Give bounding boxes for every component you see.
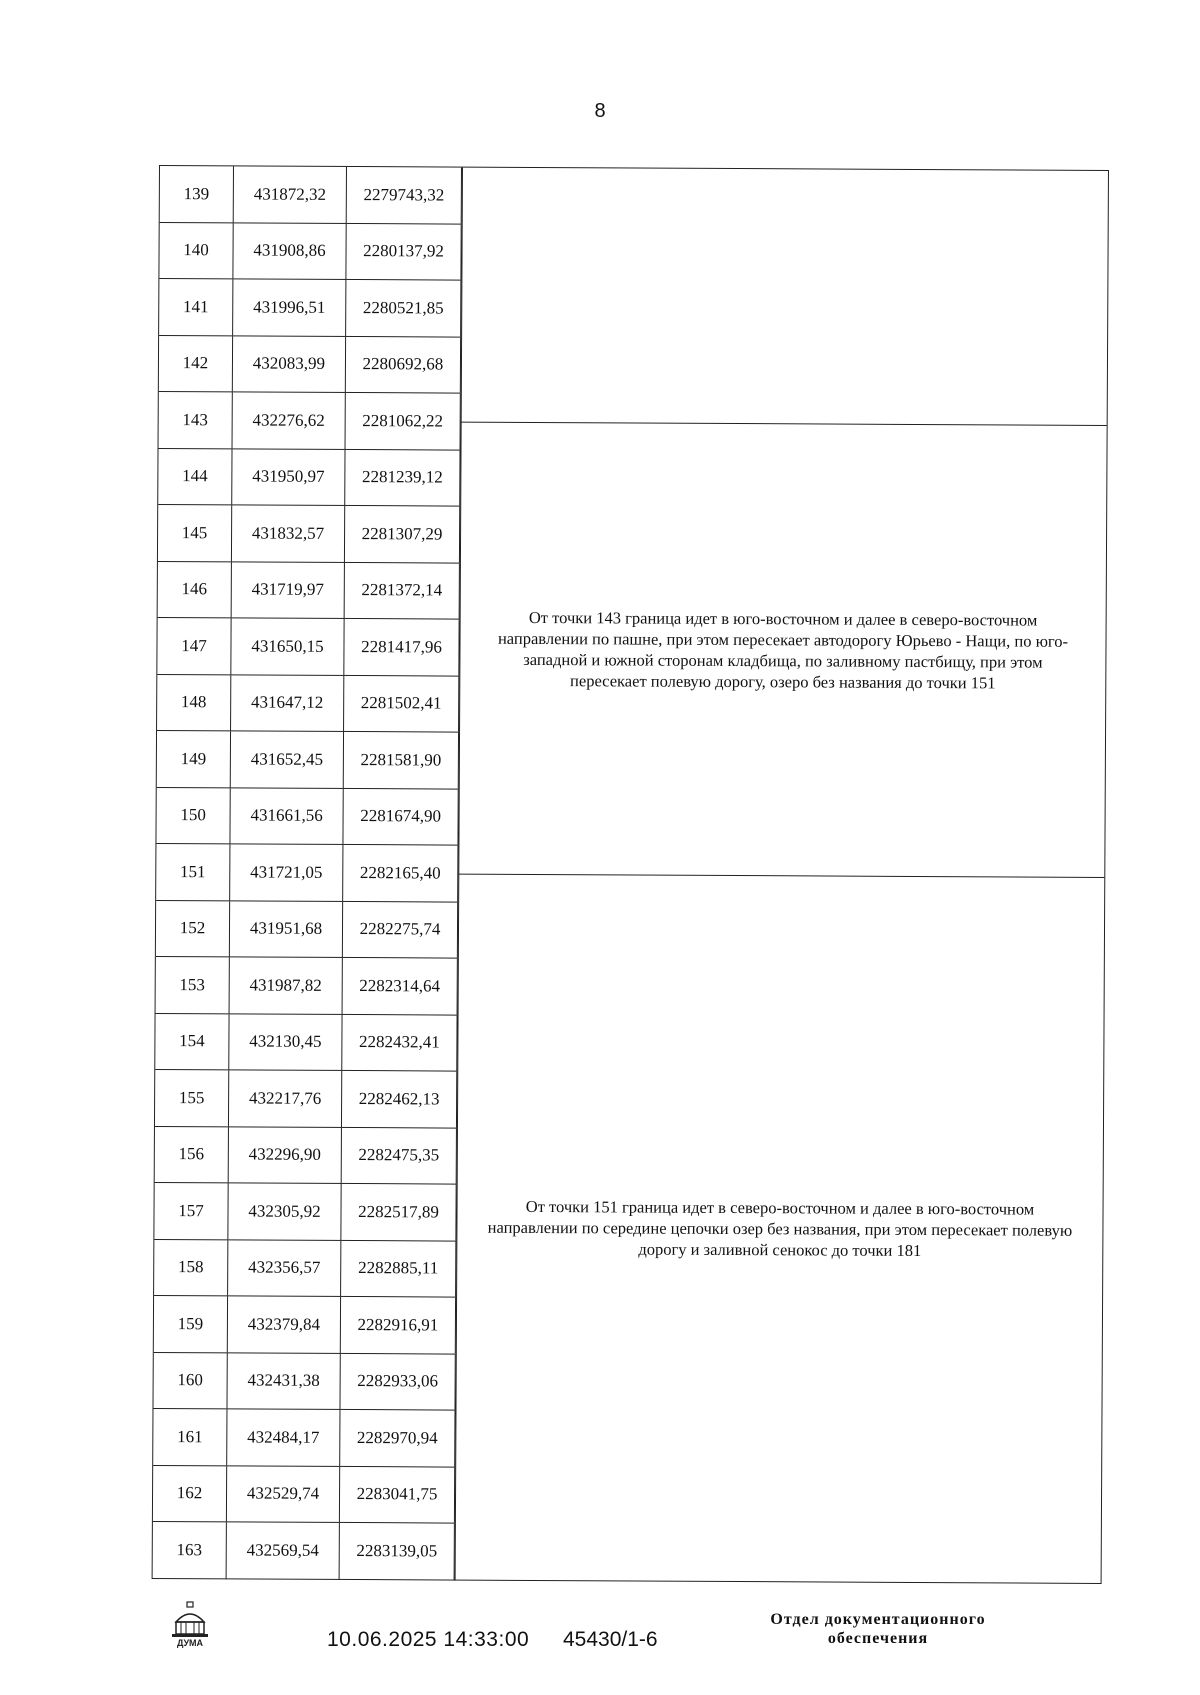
y-coordinate-cell: 2281307,29	[345, 506, 460, 562]
table-row	[153, 1409, 455, 1467]
y-coordinate-cell: 2281417,96	[344, 619, 459, 675]
x-coordinate-cell: 431908,86	[233, 223, 346, 279]
x-coordinate-cell: 432296,90	[229, 1127, 342, 1183]
table-row	[154, 1183, 456, 1241]
table-row	[154, 1239, 456, 1297]
point-number-cell: 146	[158, 561, 232, 617]
point-number-cell: 151	[156, 844, 230, 900]
coordinates-table	[152, 165, 1109, 1584]
description-cell-1	[461, 168, 1108, 426]
point-number-cell: 161	[153, 1409, 227, 1465]
y-coordinate-cell: 2282475,35	[342, 1127, 457, 1183]
table-row	[159, 336, 461, 394]
table-row	[159, 279, 461, 337]
description-cell-3	[455, 874, 1105, 1584]
y-coordinate-cell: 2282432,41	[342, 1014, 457, 1070]
point-number-cell: 148	[157, 674, 231, 730]
x-coordinate-cell: 432305,92	[228, 1183, 341, 1239]
y-coordinate-cell: 2281674,90	[343, 788, 458, 844]
y-coordinate-cell: 2280521,85	[346, 280, 461, 336]
table-row	[155, 1013, 457, 1071]
x-coordinate-cell: 432276,62	[233, 392, 346, 448]
y-coordinate-cell: 2282885,11	[341, 1240, 456, 1296]
table-row	[156, 787, 458, 845]
table-row	[157, 674, 459, 732]
department-line-2: обеспечения	[827, 1630, 929, 1647]
table-row	[156, 900, 458, 958]
x-coordinate-cell: 431950,97	[232, 449, 345, 505]
coordinates-column-group	[153, 166, 462, 1580]
x-coordinate-cell: 431652,45	[231, 731, 344, 787]
logo-text: ДУМА	[176, 1638, 204, 1648]
y-coordinate-cell: 2280692,68	[346, 336, 461, 392]
x-coordinate-cell: 432083,99	[233, 336, 346, 392]
table-row	[158, 505, 460, 563]
point-number-cell: 163	[153, 1522, 227, 1579]
x-coordinate-cell: 432484,17	[227, 1409, 340, 1465]
table-row	[155, 1126, 457, 1184]
point-number-cell: 160	[153, 1352, 227, 1408]
point-number-cell: 153	[156, 957, 230, 1013]
table-row	[153, 1352, 455, 1410]
point-number-cell: 144	[158, 449, 232, 505]
point-number-cell: 139	[160, 166, 234, 222]
y-coordinate-cell: 2281062,22	[346, 393, 461, 449]
x-coordinate-cell: 431996,51	[233, 279, 346, 335]
table-row	[158, 449, 460, 507]
x-coordinate-cell: 432379,84	[228, 1296, 341, 1352]
table-row	[158, 561, 460, 619]
x-coordinate-cell: 431719,97	[232, 562, 345, 618]
department-line-1: Отдел документационного	[770, 1611, 986, 1628]
point-number-cell: 143	[159, 392, 233, 448]
table-row	[154, 1296, 456, 1354]
table-row	[156, 957, 458, 1015]
footer-document-code: 45430/1-6	[563, 1628, 658, 1651]
table-row	[157, 731, 459, 789]
y-coordinate-cell: 2281502,41	[344, 675, 459, 731]
x-coordinate-cell: 431951,68	[230, 901, 343, 957]
y-coordinate-cell: 2283139,05	[340, 1523, 455, 1580]
table-row	[153, 1522, 455, 1580]
duma-logo	[168, 1600, 212, 1648]
point-number-cell: 147	[157, 618, 231, 674]
description-text	[485, 295, 1085, 298]
point-number-cell: 150	[156, 787, 230, 843]
x-coordinate-cell: 431872,32	[234, 166, 347, 222]
x-coordinate-cell: 431647,12	[231, 675, 344, 731]
y-coordinate-cell: 2282517,89	[341, 1184, 456, 1240]
point-number-cell: 145	[158, 505, 232, 561]
y-coordinate-cell: 2279743,32	[347, 167, 462, 223]
x-coordinate-cell: 432529,74	[227, 1466, 340, 1522]
table-row	[155, 1070, 457, 1128]
point-number-cell: 162	[153, 1465, 227, 1521]
x-coordinate-cell: 432356,57	[228, 1240, 341, 1296]
y-coordinate-cell: 2282933,06	[340, 1353, 455, 1409]
description-text: От точки 143 граница идет в юго-восточном и далее в северо-восточном направлении по пашне, при этом пересекает автодорогу Юрьево - Нащи, по юго-западной и южной сторонам кладбища, по заливному пастбищу, при этом пересекает полевую дорогу, озеро без названия до точки 151	[497, 607, 1069, 693]
point-number-cell: 159	[154, 1296, 228, 1352]
y-coordinate-cell: 2281372,14	[345, 562, 460, 618]
point-number-cell: 140	[159, 223, 233, 279]
description-text: От точки 151 граница идет в северо-восточном и далее в юго-восточном направлении по середине цепочки озер без названия, при этом пересекает полевую дорогу и заливной сенокос до точки 181	[487, 1197, 1073, 1261]
x-coordinate-cell: 432217,76	[229, 1070, 342, 1126]
x-coordinate-cell: 431832,57	[232, 505, 345, 561]
page-number: 8	[594, 100, 606, 122]
description-cell-2	[458, 422, 1106, 877]
point-number-cell: 158	[154, 1239, 228, 1295]
point-number-cell: 152	[156, 900, 230, 956]
y-coordinate-cell: 2281581,90	[344, 732, 459, 788]
y-coordinate-cell: 2282314,64	[343, 958, 458, 1014]
point-number-cell: 157	[154, 1183, 228, 1239]
y-coordinate-cell: 2280137,92	[346, 223, 461, 279]
x-coordinate-cell: 431661,56	[230, 788, 343, 844]
point-number-cell: 155	[155, 1070, 229, 1126]
table-row	[159, 392, 461, 450]
table-row	[156, 844, 458, 902]
y-coordinate-cell: 2282462,13	[342, 1071, 457, 1127]
table-row	[157, 618, 459, 676]
y-coordinate-cell: 2282970,94	[340, 1410, 455, 1466]
y-coordinate-cell: 2281239,12	[345, 449, 460, 505]
y-coordinate-cell: 2283041,75	[340, 1466, 455, 1522]
point-number-cell: 149	[157, 731, 231, 787]
point-number-cell: 156	[155, 1126, 229, 1182]
x-coordinate-cell: 432431,38	[227, 1353, 340, 1409]
y-coordinate-cell: 2282275,74	[343, 901, 458, 957]
y-coordinate-cell: 2282916,91	[341, 1297, 456, 1353]
x-coordinate-cell: 432130,45	[229, 1014, 342, 1070]
table-row	[159, 223, 461, 281]
point-number-cell: 154	[155, 1013, 229, 1069]
footer-department	[728, 1610, 1028, 1648]
x-coordinate-cell: 431650,15	[231, 618, 344, 674]
footer-timestamp: 10.06.2025 14:33:00	[327, 1628, 530, 1651]
x-coordinate-cell: 432569,54	[227, 1522, 340, 1579]
x-coordinate-cell: 431987,82	[230, 957, 343, 1013]
point-number-cell: 141	[159, 279, 233, 335]
table-row	[153, 1465, 455, 1523]
y-coordinate-cell: 2282165,40	[343, 845, 458, 901]
x-coordinate-cell: 431721,05	[230, 844, 343, 900]
point-number-cell: 142	[159, 336, 233, 392]
table-row	[160, 166, 462, 224]
